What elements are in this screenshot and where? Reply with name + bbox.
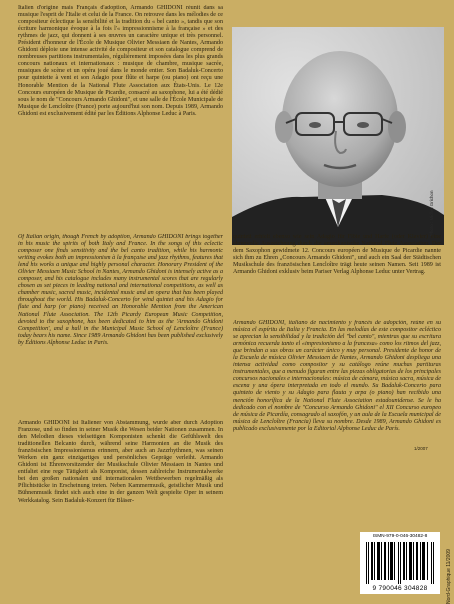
english-paragraph: Of Italian origin, though French by adoption, Armando GHIDONI brings together in his music the spirits of both Italy and France. In the songs of this eclectic composer one finds sensitivity and the bel canto tradition, while his harmonic writing evokes both an impressionism à la française and jazz rhythms, features that lend his works a unique and highly personal character. Honorary President of the Olivier Messiaen Music School in Nantes, Armando Ghidoni is intensely active as a composer, and his catalogue includes many instrumental scores that are regularly chosen as set pieces in leading national and international competitions, as well as chamber music, sacred music, incidental music and an opera that has been played throughout the world. His Badaluk-Concerto for wind quintet and his Adagio for flute and harp (or piano) received an Honorable Mention from the American National Flute Association. The 12th Picardy European Music Competition, devoted to the saxophone, has been dedicated to him as the 'Armando Ghidoni Competition', and a hall in the Municipal Music School of Lencloître (France) today bears his name. Since 1989 Armando Ghidoni has been published exclusively by Éditions Alphonse Leduc in Paris. — [18, 234, 223, 346]
ean-digits: 9 790046 304828 — [372, 585, 428, 592]
barcode-icon — [364, 542, 436, 584]
biography-german-part2 — [233, 234, 441, 318]
german-paragraph-left: Armando GHIDONI ist Italiener von Abstammung, wurde aber durch Adoption Franzose, und so finden in seiner Musik die Wesen beider Nationen zusammen. In den Melodien dieses vielseitigen Komponisten schenkt die Gefühlswelt des traditionellen Belcanto durch, während seine Harmonien an die Musik des französischen Impressionismus erinnern, aber auch an Jazzrhythmen, was seinen Werken ein ganz einzigartiges und persönliches Gepräge verleiht. Armando Ghidoni ist Ehrenvorsitzender der Musikschule Olivier Messiaen in Nantes und entfaltet eine rege Tätigkeit als Komponist, dessen zahlreiche Instrumentalwerke bei den großen nationalen und internationalen Wettbewerben regelmäßig als Pflichtstücke in Erscheinung treten. Neben Kammermusik, geistlicher Musik und Bühnenmusik findet sich auch eine in der ganzen Welt gespielte Oper in seinem Werkkatalog. Sein Badaluk-Konzert für Bläser- — [18, 420, 223, 504]
spanish-paragraph: Armando GHIDONI, italiano de nacimiento y francés de adopción, reúne en su música el espíritu de Italia y Francia. En las melodías de este compositor ecléctico se aprecian la sensibilidad y la tradición del "bel canto", mientras que su escritura armónica recuerda tanto el «impresionismo a la francesa» como los ritmos del jazz, que brindan a sus obras un carácter único y muy personal. Presidente de honor de la Escuela de música Olivier Messiaen de Nantes, Armando Ghidoni despliega una intensa actividad como compositor y su catálogo reúne muchas partituras instrumentales, que a menudo figuran entre las piezas obligatorias de los principales concursos nacionales e internacionales: música de cámara, música sacra, música de escena y una ópera interpretada en todo el mundo. Su Badaluk-Concerto para quinteto de viento y su Adagio para flauta y arpa (o piano) han recibido una mención honorífica de la National Flute Association estadounidense. Se le ha dedicado con el nombre de "Concurso Armando Ghidoni" el XII Concurso europeo de música de Picardía, consagrado al saxofón, y un aula de la Escuela municipal de música de Lencloître (Francia) lleva su nombre. Desde 1989, Armando Ghidoni es publicado exclusivamente por la Editorial Alphonse Leduc de París. — [233, 320, 441, 432]
ismn-number: ISMN-979-0-046-30482-8 — [372, 534, 428, 539]
printer-mark: Nord-Graphique 11/2009 — [446, 549, 452, 604]
catalog-code: 1/2007 — [414, 446, 428, 451]
composer-portrait — [232, 27, 444, 245]
biography-spanish — [233, 320, 441, 440]
biography-french — [18, 5, 223, 232]
french-paragraph: Italien d'origine mais Français d'adoption, Armando GHIDONI réunit dans sa musique l'esprit de l'Italie et celui de la France. On retrouve dans les mélodies de ce compositeur éclectique la sensibilité et la tradition du « bel canto », tandis que son écriture harmonique évoque à la fois l'« impressionnisme à la française » et des rythmes de jazz, qui donnent à ses œuvres un caractère unique et très personnel. Président d'honneur de l'École de Musique Olivier Messiaen de Nantes, Armando Ghidoni déploie une intense activité de compositeur et son catalogue comprend de nombreuses partitions instrumentales, régulièrement imposées dans les plus grands concours nationaux et internationaux : musique de chambre, musique sacrée, musiques de scène et un opéra joué dans le monde entier. Son Badaluk-Concerto pour quintette à vent et son Adagio pour flûte et harpe (ou piano) ont reçu une Honorable Mention de la National Flute Association aux États-Unis. Le 12e Concours européen de Musique de Picardie, consacré au saxophone, lui a été dédié sous le nom de "Concours Armando Ghidoni", et une salle de l'École Municipale de Musique de Lencloître (France) porte aujourd'hui son nom. Depuis 1989, Armando Ghidoni est exclusivement édité par les Éditions Alphonse Leduc à Paris. — [18, 5, 223, 117]
biography-german-part1 — [18, 420, 223, 600]
portrait-image — [232, 27, 444, 245]
biography-english — [18, 234, 223, 419]
barcode-block — [360, 532, 440, 594]
german-paragraph-right: quintett erhielt ebenso wie sein Adagio für Flöte und Harfe (oder Klavier) eine ehrenvolle Auszeichnung durch die amerikanische National Flute Association. Der dem Saxophon gewidmete 12. Concours européen de Musique de Picardie nannte sich ihm zu Ehren „Concours Armando Ghidoni", und auch ein Saal der Städtischen Musikschule des französischen Lencloître trägt heute seinen Namen. Seit 1989 ist Armando Ghidoni exklusiv beim Pariser Verlag Alphonse Leduc unter Vertrag. — [233, 234, 441, 276]
photo-credit: Photo : Michel Grichon — [429, 190, 434, 236]
